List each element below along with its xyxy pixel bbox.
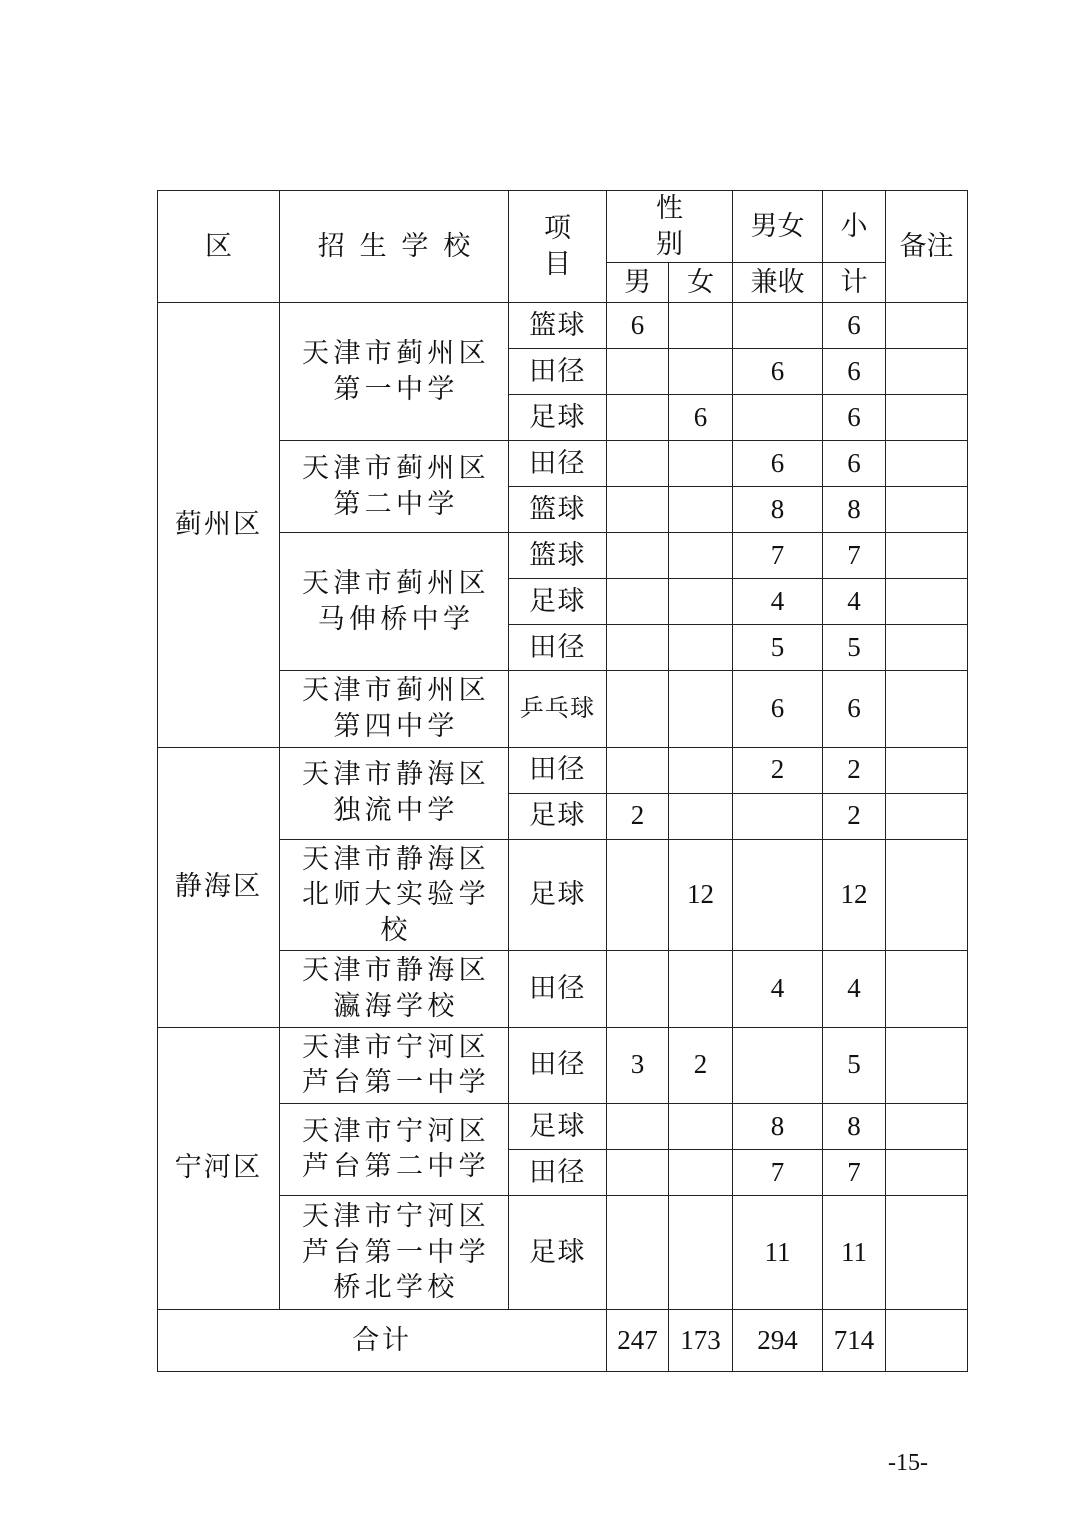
header-district: 区 (158, 191, 280, 303)
remark-cell (886, 487, 968, 533)
coed-count-cell: 6 (733, 441, 823, 487)
coed-count-cell: 11 (733, 1195, 823, 1309)
district-cell: 宁河区 (158, 1027, 280, 1309)
total-subtotal: 714 (823, 1309, 886, 1371)
item-cell: 田径 (509, 441, 607, 487)
remark-cell (886, 1149, 968, 1195)
subtotal-cell: 6 (823, 303, 886, 349)
school-cell: 天津市宁河区芦台第一中学桥北学校 (280, 1195, 509, 1309)
remark-cell (886, 951, 968, 1027)
coed-count-cell (733, 793, 823, 839)
table-row (158, 747, 968, 793)
female-count-cell: 6 (669, 395, 733, 441)
total-coed: 294 (733, 1309, 823, 1371)
male-count-cell: 2 (607, 793, 669, 839)
remark-cell (886, 793, 968, 839)
school-cell: 天津市蓟州区第四中学 (280, 671, 509, 747)
school-cell: 天津市静海区北师大实验学校 (280, 839, 509, 951)
subtotal-cell: 6 (823, 395, 886, 441)
item-cell: 足球 (509, 395, 607, 441)
total-row (158, 1309, 968, 1371)
subtotal-cell: 11 (823, 1195, 886, 1309)
header-subtotal-top: 小 (823, 191, 886, 263)
male-count-cell (607, 349, 669, 395)
header-school: 招生学校 (280, 191, 509, 303)
remark-cell (886, 747, 968, 793)
female-count-cell (669, 747, 733, 793)
item-cell: 足球 (509, 579, 607, 625)
coed-count-cell (733, 839, 823, 951)
female-count-cell (669, 579, 733, 625)
female-count-cell (669, 671, 733, 747)
subtotal-cell: 7 (823, 533, 886, 579)
coed-count-cell: 8 (733, 1103, 823, 1149)
item-cell: 足球 (509, 1195, 607, 1309)
male-count-cell (607, 1149, 669, 1195)
school-cell: 天津市蓟州区第二中学 (280, 441, 509, 533)
item-cell: 篮球 (509, 533, 607, 579)
header-item-top: 项 (544, 213, 571, 244)
remark-cell (886, 1195, 968, 1309)
item-cell: 足球 (509, 839, 607, 951)
table-row (158, 533, 968, 579)
coed-count-cell: 8 (733, 487, 823, 533)
coed-count-cell: 4 (733, 951, 823, 1027)
male-count-cell (607, 625, 669, 671)
remark-cell (886, 579, 968, 625)
female-count-cell (669, 1103, 733, 1149)
header-row-1 (158, 191, 968, 263)
subtotal-cell: 12 (823, 839, 886, 951)
school-cell: 天津市宁河区芦台第一中学 (280, 1027, 509, 1103)
female-count-cell (669, 487, 733, 533)
district-cell: 静海区 (158, 747, 280, 1027)
male-count-cell (607, 395, 669, 441)
female-count-cell: 12 (669, 839, 733, 951)
male-count-cell: 6 (607, 303, 669, 349)
coed-count-cell: 7 (733, 533, 823, 579)
female-count-cell (669, 793, 733, 839)
remark-cell (886, 839, 968, 951)
table-row (158, 671, 968, 747)
item-cell: 篮球 (509, 303, 607, 349)
remark-cell (886, 533, 968, 579)
remark-cell (886, 395, 968, 441)
item-cell: 田径 (509, 349, 607, 395)
table-row (158, 1103, 968, 1149)
coed-count-cell: 6 (733, 671, 823, 747)
header-item-bottom: 目 (544, 248, 571, 280)
subtotal-cell: 4 (823, 579, 886, 625)
remark-cell (886, 303, 968, 349)
male-count-cell (607, 1195, 669, 1309)
school-cell: 天津市静海区瀛海学校 (280, 951, 509, 1027)
table-row (158, 951, 968, 1027)
total-female: 173 (669, 1309, 733, 1371)
total-label: 合计 (158, 1309, 607, 1371)
remark-cell (886, 441, 968, 487)
subtotal-cell: 4 (823, 951, 886, 1027)
male-count-cell (607, 1103, 669, 1149)
male-count-cell (607, 671, 669, 747)
item-cell: 田径 (509, 1149, 607, 1195)
remark-cell (886, 349, 968, 395)
page-number: -15- (888, 1450, 928, 1476)
total-male: 247 (607, 1309, 669, 1371)
item-cell: 足球 (509, 793, 607, 839)
table-row (158, 1027, 968, 1103)
male-count-cell (607, 441, 669, 487)
enrollment-table (157, 190, 968, 1372)
school-cell: 天津市宁河区芦台第二中学 (280, 1103, 509, 1195)
male-count-cell (607, 533, 669, 579)
item-cell: 篮球 (509, 487, 607, 533)
subtotal-cell: 6 (823, 349, 886, 395)
header-gender: 性 别 (607, 191, 733, 263)
coed-count-cell: 5 (733, 625, 823, 671)
female-count-cell (669, 349, 733, 395)
subtotal-cell: 5 (823, 1027, 886, 1103)
subtotal-cell: 8 (823, 487, 886, 533)
coed-count-cell (733, 1027, 823, 1103)
coed-count-cell (733, 303, 823, 349)
male-count-cell (607, 579, 669, 625)
coed-count-cell: 6 (733, 349, 823, 395)
district-cell: 蓟州区 (158, 303, 280, 747)
female-count-cell: 2 (669, 1027, 733, 1103)
item-cell: 足球 (509, 1103, 607, 1149)
header-remark: 备注 (886, 191, 968, 303)
male-count-cell (607, 487, 669, 533)
table-row (158, 441, 968, 487)
subtotal-cell: 6 (823, 441, 886, 487)
header-subtotal-bottom: 计 (823, 263, 886, 303)
female-count-cell (669, 441, 733, 487)
subtotal-cell: 6 (823, 671, 886, 747)
header-female: 女 (669, 263, 733, 303)
coed-count-cell (733, 395, 823, 441)
remark-cell (886, 671, 968, 747)
table-row (158, 1195, 968, 1309)
total-remark (886, 1309, 968, 1371)
male-count-cell (607, 747, 669, 793)
female-count-cell (669, 951, 733, 1027)
remark-cell (886, 625, 968, 671)
female-count-cell (669, 1149, 733, 1195)
remark-cell (886, 1027, 968, 1103)
item-cell: 田径 (509, 625, 607, 671)
female-count-cell (669, 1195, 733, 1309)
subtotal-cell: 2 (823, 793, 886, 839)
item-cell: 乒乓球 (509, 671, 607, 747)
male-count-cell (607, 951, 669, 1027)
header-coed-top: 男女 (733, 191, 823, 263)
table-row (158, 839, 968, 951)
subtotal-cell: 2 (823, 747, 886, 793)
school-cell: 天津市蓟州区马伸桥中学 (280, 533, 509, 671)
item-cell: 田径 (509, 1027, 607, 1103)
coed-count-cell: 4 (733, 579, 823, 625)
item-cell: 田径 (509, 747, 607, 793)
coed-count-cell: 2 (733, 747, 823, 793)
remark-cell (886, 1103, 968, 1149)
male-count-cell: 3 (607, 1027, 669, 1103)
female-count-cell (669, 533, 733, 579)
subtotal-cell: 8 (823, 1103, 886, 1149)
item-cell: 田径 (509, 951, 607, 1027)
header-item (509, 191, 607, 303)
male-count-cell (607, 839, 669, 951)
table-row (158, 303, 968, 349)
header-coed-bottom: 兼收 (733, 263, 823, 303)
subtotal-cell: 5 (823, 625, 886, 671)
school-cell: 天津市静海区独流中学 (280, 747, 509, 839)
header-male: 男 (607, 263, 669, 303)
female-count-cell (669, 303, 733, 349)
school-cell: 天津市蓟州区第一中学 (280, 303, 509, 441)
subtotal-cell: 7 (823, 1149, 886, 1195)
coed-count-cell: 7 (733, 1149, 823, 1195)
female-count-cell (669, 625, 733, 671)
